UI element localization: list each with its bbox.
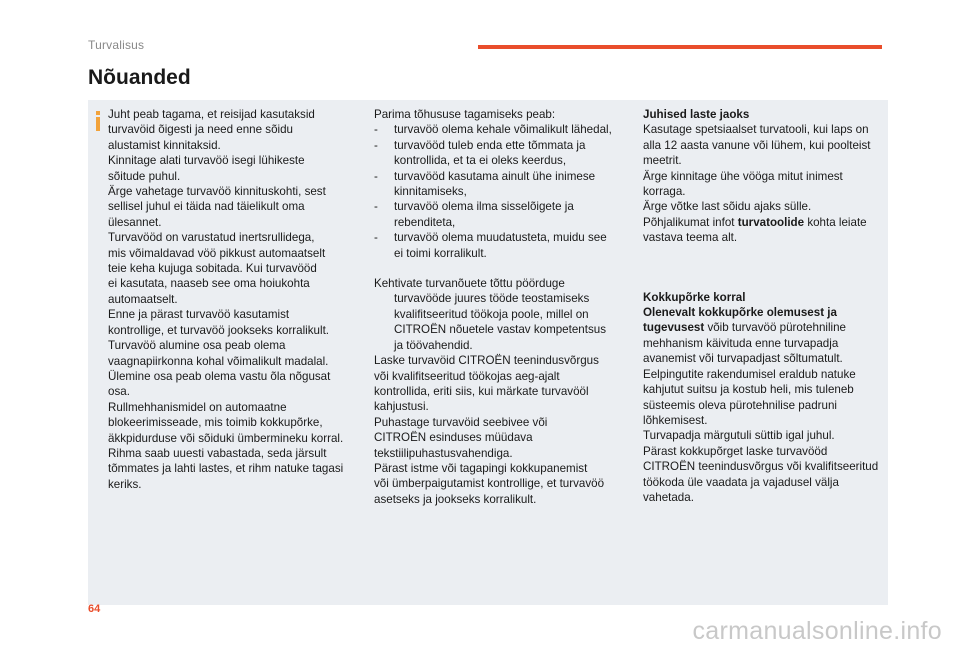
workshop-first-line: Kehtivate turvanõuete tõttu pöörduge	[374, 277, 565, 291]
list-item: - turvavöö olema ilma sisselõigete ja rebenditeta,	[374, 200, 574, 229]
crash-text: Olenevalt kokkupõrke olemusest ja tugevusest võib turvavöö pürotehniline mehhanism käivituda enne turvapadja avanemist või turvapadjast sõltumatult. Eelpingutite rakendumisel eraldub natuke kahjutut suitsu ja kostub heli, mis tuleneb süsteemis oleva pürotehnilise padruni lõhkemisest. Turvapadja märgutuli süttib igal juhul. Pärast kokkupõrget laske turvavööd CITROËN teenindusvõrgus või kvalifitseeritud töökoda üle vaadata ja vajadusel välja vahetada.	[643, 306, 879, 504]
watermark: carmanualsonline.info	[692, 617, 942, 645]
page-title: Nõuanded	[88, 66, 191, 89]
column-seatbelt-efficiency	[374, 107, 624, 507]
child-reference: Põhjalikumat infot turvatoolide kohta leiate vastava teema alt.	[643, 215, 867, 245]
section-label: Turvalisus	[88, 38, 145, 52]
crash-heading: Kokkupõrke korral	[643, 290, 746, 304]
list-item: - turvavöö olema kehale võimalikult lähedal,	[374, 123, 612, 137]
child-heading: Juhised laste jaoks	[643, 108, 750, 121]
page-number: 64	[88, 603, 101, 615]
column-seatbelt-general	[108, 107, 356, 492]
list-item: - turvavööd tuleb enda ette tõmmata ja kontrollida, et ta ei oleks keerdus,	[374, 138, 586, 168]
maintenance-text: Laske turvavöid CITROËN teenindusvõrgus või kvalifitseeritud töökojas aeg-ajalt kontrollida, eriti siis, kui märkate turvavööl kahjustusi. Puhastage turvavöid seebivee või CITROËN esinduses müüdava tekstiilipuhastusvahendiga. Pärast istme või tagapingi kokkupanemist või ümberpaigutamist kontrollige, et turvavöö asetseks ja jookseks korralikult.	[374, 354, 605, 506]
child-reference-term: turvatoolide	[737, 215, 805, 229]
list-item: - turvavööd kasutama ainult ühe inimese kinnitamiseks,	[374, 169, 596, 199]
child-text: Kasutage spetsiaalset turvatooli, kui laps on alla 12 aasta vanune või lühem, kui poolteist meetrit. Ärge kinnitage ühe vööga mitut inimest korraga. Ärge võtke last sõidu ajaks sülle.	[643, 123, 871, 214]
workshop-indented-text: turvavööde juures tööde teostamiseks kvalifitseeritud töökoja poole, millel on CITROËN nõuetele vastav kompetentsus ja töövahendid.	[394, 292, 607, 352]
column-children-and-crash	[643, 107, 891, 505]
header-accent-bar	[478, 45, 882, 49]
list-item: - turvavöö olema muudatusteta, muidu see ei toimi korralikult.	[374, 231, 607, 260]
info-icon	[93, 111, 103, 131]
seatbelt-general-text: Juht peab tagama, et reisijad kasutaksid turvavöid õigesti ja need enne sõidu alustamist kinnitaksid. Kinnitage alati turvavöö isegi lühikeste sõitude puhul. Ärge vahetage turvavöö kinnituskohti, sest sellisel juhul ei täida nad täielikult oma ülesannet. Turvavööd on varustatud inertsrullidega, mis võimaldavad vöö pikkust automaatselt teie keha kujuga sobitada. Kui turvavööd ei kasutata, naaseb see oma hoiukohta automaatselt. Enne ja pärast turvavöö kasutamist kontrollige, et turvavöö jookseks korralikult. Turvavöö alumine osa peab olema vaagnapiirkonna kohal võimalikult madalal. Ülemine osa peab olema vastu õla nõgusat osa. Rullmehhanismidel on automaatne blokeerimisseade, mis toimib kokkupõrke, äkkpidurduse või sõiduki ümbermineku korral. Rihma saab uuesti vabastada, seda järsult tõmmates ja lahti lastes, et rihm natuke tagasi keriks.	[108, 108, 344, 491]
efficiency-intro: Parima tõhususe tagamiseks peab:	[374, 108, 556, 121]
